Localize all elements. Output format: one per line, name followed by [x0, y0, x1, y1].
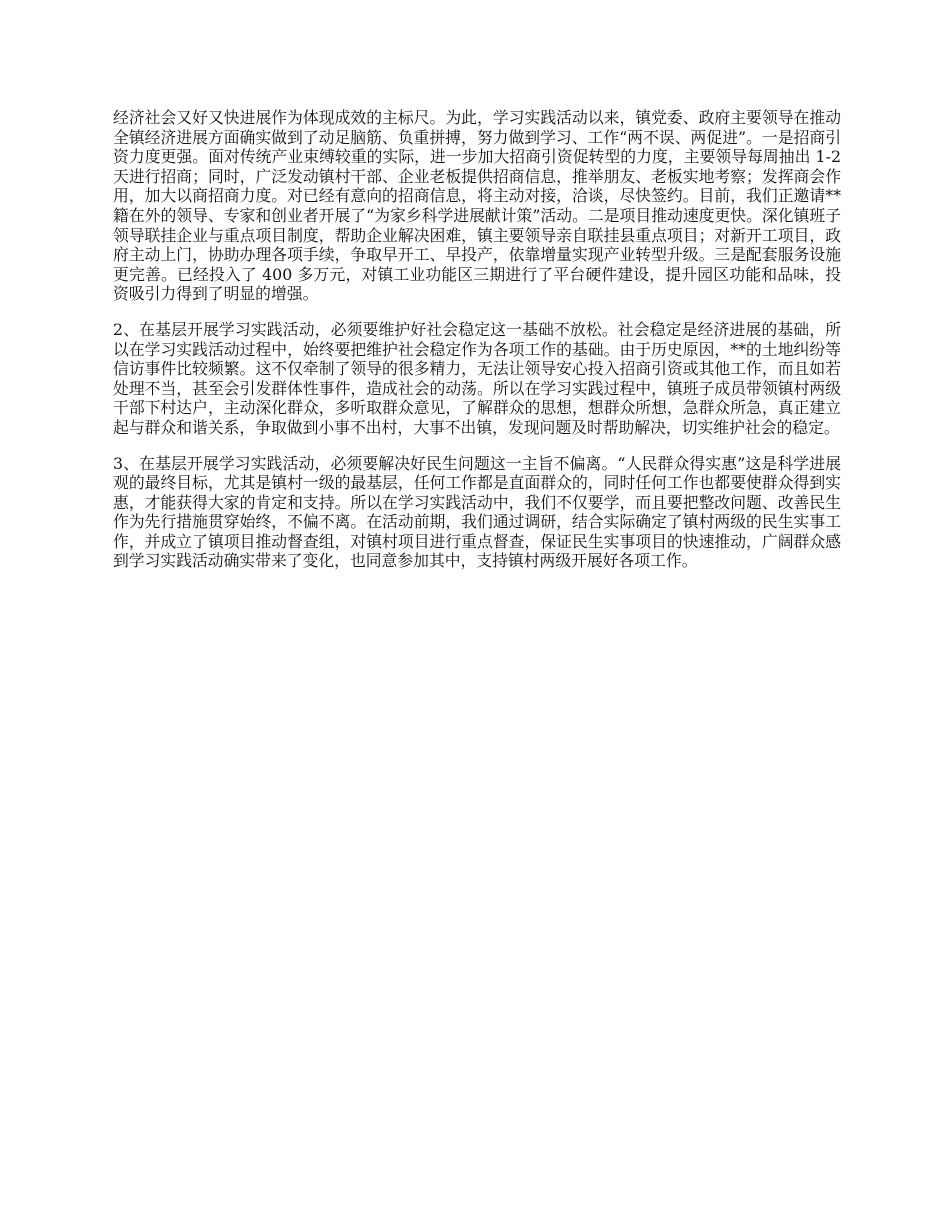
- paragraph-livelihood: 3、在基层开展学习实践活动，必须要解决好民生问题这一主旨不偏离。“人民群众得实惠”这是科学进展观的最终目标，尤其是镇村一级的最基层，任何工作都是直面群众的，同时任何工作也都要使群众得到实惠，才能获得大家的肯定和支持。所以在学习实践活动中，我们不仅要学，而且要把整改问题、改善民生作为先行措施贯穿始终，不偏不离。在活动前期，我们通过调研，结合实际确定了镇村两级的民生实事工作，并成立了镇项目推动督查组，对镇村项目进行重点督查，保证民生实事项目的快速推动，广阔群众感到学习实践活动确实带来了变化，也同意参加其中，支持镇村两级开展好各项工作。: [113, 453, 841, 571]
- paragraph-economic-development: 经济社会又好又快进展作为体现成效的主标尺。为此，学习实践活动以来，镇党委、政府主要领导在推动全镇经济进展方面确实做到了动足脑筋、负重拼搏，努力做到学习、工作“两不误、两促进”。一是招商引资力度更强。面对传统产业束缚较重的实际，进一步加大招商引资促转型的力度，主要领导每周抽出 1-2 天进行招商；同时，广泛发动镇村干部、企业老板提供招商信息，推举朋友、老板实地考察；发挥商会作用，加大以商招商力度。对已经有意向的招商信息，将主动对接，洽谈，尽快签约。目前，我们正邀请**籍在外的领导、专家和创业者开展了“为家乡科学进展献计策”活动。二是项目推动速度更快。深化镇班子领导联挂企业与重点项目制度，帮助企业解决困难，镇主要领导亲自联挂县重点项目；对新开工项目，政府主动上门，协助办理各项手续，争取早开工、早投产，依靠增量实现产业转型升级。三是配套服务设施更完善。已经投入了 400 多万元，对镇工业功能区三期进行了平台硬件建设，提升园区功能和品味，投资吸引力得到了明显的增强。: [113, 108, 841, 304]
- paragraph-social-stability: 2、在基层开展学习实践活动，必须要维护好社会稳定这一基础不放松。社会稳定是经济进展的基础，所以在学习实践活动过程中，始终要把维护社会稳定作为各项工作的基础。由于历史原因，**的土地纠纷等信访事件比较频繁。这不仅牵制了领导的很多精力，无法让领导安心投入招商引资或其他工作，而且如若处理不当，甚至会引发群体性事件，造成社会的动荡。所以在学习实践过程中，镇班子成员带领镇村两级干部下村达户，主动深化群众，多听取群众意见，了解群众的思想，想群众所想，急群众所急，真正建立起与群众和谐关系，争取做到小事不出村，大事不出镇，发现问题及时帮助解决，切实维护社会的稳定。: [113, 319, 841, 437]
- document-body: [113, 108, 841, 587]
